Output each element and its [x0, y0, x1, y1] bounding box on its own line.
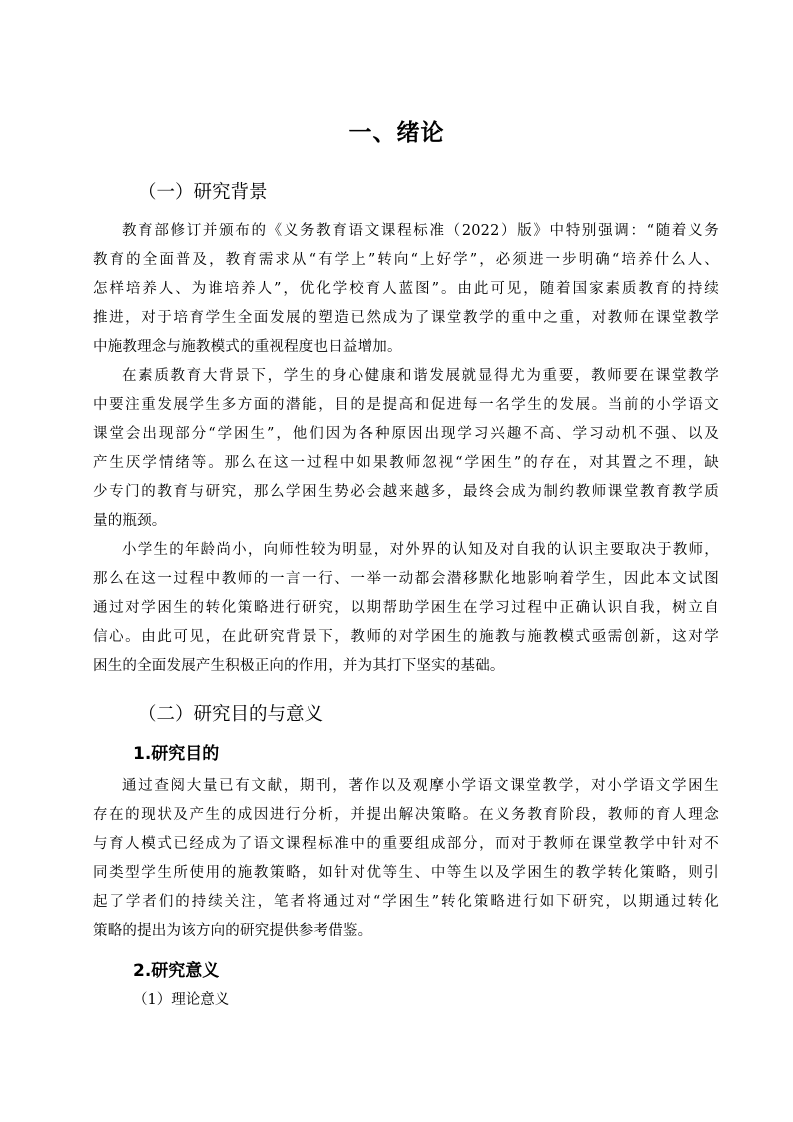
text-line: 起了学者们的持续关注，笔者将通过对“学困生”转化策略进行如下研究，以期通过转化: [93, 894, 719, 910]
section-heading-background: （一）研究背景: [138, 182, 268, 203]
subsection-heading-significance: 2.研究意义: [133, 961, 220, 981]
text-line: 量的瓶颈。: [93, 513, 167, 529]
list-item-theoretical-significance: （1）理论意义: [133, 992, 230, 1008]
text-line: 存在的现状及产生的成因进行分析，并提出解决策略。在义务教育阶段，教师的育人理念: [93, 807, 719, 823]
text-line: 信心。由此可见，在此研究背景下，教师的对学困生的施教与施教模式亟需创新，这对学: [93, 629, 719, 645]
text-line: 通过对学困生的转化策略进行研究，以期帮助学困生在学习过程中正确认识自我，树立自: [93, 600, 719, 616]
text-line: 少专门的教育与研究，那么学困生势必会越来越多，最终会成为制约教师课堂教育教学质: [93, 484, 719, 500]
text-line: 同类型学生所使用的施教策略，如针对优等生、中等生以及学困生的教学转化策略，则引: [93, 865, 719, 881]
text-line: 中施教理念与施教模式的重视程度也日益增加。: [93, 339, 402, 355]
chapter-title: 一、绪论: [348, 120, 445, 146]
paragraph-purpose: [93, 772, 719, 946]
paragraph-background-1: [93, 217, 719, 362]
text-line: 推进，对于培育学生全面发展的塑造已然成为了课堂教学的重中之重，对教师在课堂教学: [93, 310, 719, 326]
text-line: 通过查阅大量已有文献，期刊，著作以及观摩小学语文课堂教学，对小学语文学困生: [122, 778, 719, 794]
text-line: 中要注重发展学生多方面的潜能，目的是提高和促进每一名学生的发展。当前的小学语文: [93, 397, 719, 413]
section-heading-purpose: （二）研究目的与意义: [138, 704, 324, 725]
text-line: 在素质教育大背景下，学生的身心健康和谐发展就显得尤为重要，教师要在课堂教学: [122, 368, 719, 384]
text-line: 怎样培养人、为谁培养人”，优化学校育人蓝图”。由此可见，随着国家素质教育的持续: [93, 281, 719, 297]
text-line: 产生厌学情绪等。那么在这一过程中如果教师忽视“学困生”的存在，对其置之不理，缺: [93, 455, 719, 471]
text-line: 教育部修订并颁布的《义务教育语文课程标准（2022）版》中特别强调：“随着义务: [122, 223, 719, 239]
paragraph-background-2: [93, 362, 719, 536]
subsection-heading-purpose: 1.研究目的: [133, 744, 220, 764]
text-line: 教育的全面普及，教育需求从“有学上”转向“上好学”，必须进一步明确“培养什么人、: [93, 252, 719, 268]
text-line: 困生的全面发展产生积极正向的作用，并为其打下坚实的基础。: [93, 658, 505, 674]
text-line: 那么在这一过程中教师的一言一行、一举一动都会潜移默化地影响着学生，因此本文试图: [93, 571, 719, 587]
text-line: 与育人模式已经成为了语文课程标准中的重要组成部分，而对于教师在课堂教学中针对不: [93, 836, 719, 852]
paragraph-background-3: [93, 536, 719, 681]
text-line: 课堂会出现部分“学困生”，他们因为各种原因出现学习兴趣不高、学习动机不强、以及: [93, 426, 719, 442]
text-line: 小学生的年龄尚小，向师性较为明显，对外界的认知及对自我的认识主要取决于教师，: [122, 542, 719, 558]
text-line: 策略的提出为该方向的研究提供参考借鉴。: [93, 923, 373, 939]
